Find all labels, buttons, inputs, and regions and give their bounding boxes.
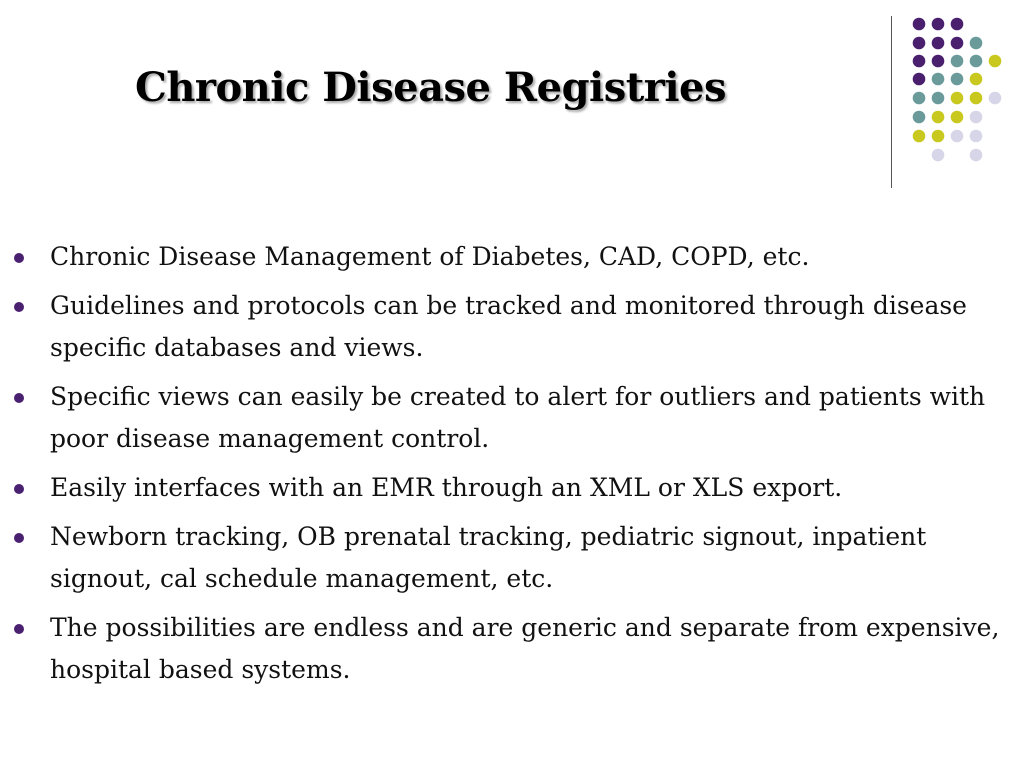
dot bbox=[951, 111, 964, 124]
dot bbox=[970, 92, 983, 105]
bullet-icon bbox=[14, 484, 24, 494]
dot bbox=[970, 149, 983, 162]
dot bbox=[951, 92, 964, 105]
dot bbox=[970, 55, 983, 68]
dot bbox=[951, 37, 964, 50]
bullet-text: Specific views can easily be created to alert for outliers and patients with poor disease management control. bbox=[50, 382, 986, 453]
dot bbox=[989, 92, 1002, 105]
dot bbox=[970, 111, 983, 124]
dot bbox=[932, 55, 945, 68]
dot bbox=[970, 73, 983, 86]
dot bbox=[913, 111, 926, 124]
dot bbox=[913, 130, 926, 143]
bullet-icon bbox=[14, 624, 24, 634]
dot bbox=[913, 18, 926, 31]
dot bbox=[951, 18, 964, 31]
dot bbox=[932, 149, 945, 162]
dot bbox=[913, 92, 926, 105]
bullet-text: The possibilities are endless and are generic and separate from expensive, hospital based systems. bbox=[50, 613, 1000, 684]
dot bbox=[932, 92, 945, 105]
dot bbox=[932, 18, 945, 31]
dot bbox=[913, 37, 926, 50]
dot bbox=[932, 111, 945, 124]
bullet-icon bbox=[14, 393, 24, 403]
dot bbox=[913, 73, 926, 86]
bullet-text: Chronic Disease Management of Diabetes, CAD, COPD, etc. bbox=[50, 242, 810, 271]
dot bbox=[951, 130, 964, 143]
dot bbox=[932, 37, 945, 50]
dot bbox=[932, 130, 945, 143]
title-divider bbox=[891, 16, 892, 188]
dot bbox=[913, 55, 926, 68]
dot bbox=[951, 73, 964, 86]
decorative-dot-grid bbox=[905, 15, 1020, 170]
bullet-item bbox=[12, 607, 1002, 691]
bullet-item bbox=[12, 467, 1002, 509]
bullet-text: Newborn tracking, OB prenatal tracking, pediatric signout, inpatient signout, cal schedule management, etc. bbox=[50, 522, 927, 593]
bullet-icon bbox=[14, 253, 24, 263]
dot bbox=[970, 37, 983, 50]
dot bbox=[932, 73, 945, 86]
dot bbox=[970, 130, 983, 143]
bullet-icon bbox=[14, 302, 24, 312]
bullet-item bbox=[12, 376, 1002, 460]
bullet-icon bbox=[14, 533, 24, 543]
dot bbox=[951, 55, 964, 68]
bullet-text: Easily interfaces with an EMR through an XML or XLS export. bbox=[50, 473, 843, 502]
bullet-item bbox=[12, 236, 1002, 278]
bullet-item bbox=[12, 285, 1002, 369]
bullet-list bbox=[12, 236, 1002, 698]
bullet-item bbox=[12, 516, 1002, 600]
slide-title: Chronic Disease Registries bbox=[135, 64, 726, 111]
bullet-text: Guidelines and protocols can be tracked and monitored through disease specific databases and views. bbox=[50, 291, 967, 362]
dot bbox=[989, 55, 1002, 68]
